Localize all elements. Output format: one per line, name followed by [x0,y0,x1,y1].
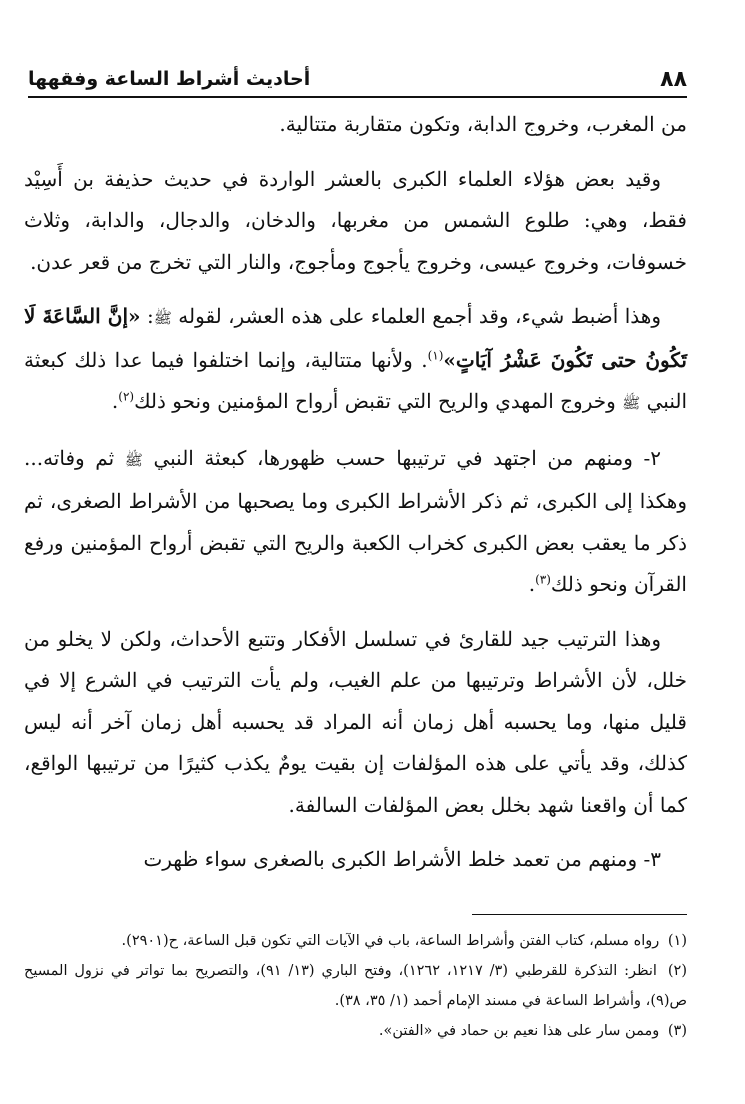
footnote-ref-3: (٣) [535,572,551,587]
footnote-3 [24,1016,687,1046]
paragraph-3-text-d: وخروج المهدي والريح التي تقبض أرواح المؤمنين ونحو ذلك [134,389,616,413]
paragraph-4-text-a: ٢- ومنهم من اجتهد في ترتيبها حسب ظهورها، كبعثة النبي [153,445,661,470]
footnote-ref-2: (٢) [118,389,135,404]
paragraph-3 [24,296,687,425]
paragraph-3-end: . [111,389,119,413]
paragraph-2-text: وقيد بعض هؤلاء العلماء الكبرى بالعشر الواردة في حديث حذيفة بن أَسِيْد فقط، وهي: طلوع الشمس من مغربها، والدخان، والدجال، والدابة، وثلاث خسوفات، وخروج عيسى، وخروج يأجوج ومأجوج، والنار التي تخرج من قعر عدن. [24,166,687,274]
paragraph-1-text: من المغرب، وخروج الدابة، وتكون متقاربة متتالية. [279,112,687,136]
paragraph-4-end: . [528,572,536,596]
hadith-quote: «إنَّ السَّاعَةَ لَا تَكُونُ حتى تَكُونَ عَشْرُ آيَاتٍ» [24,304,687,372]
main-text [24,104,687,881]
paragraph-2 [24,159,687,284]
paragraph-3-colon: : [146,304,154,328]
salutation-mark: ﷺ [124,450,143,469]
paragraph-1 [24,104,687,146]
salutation-mark: ﷺ [622,394,641,412]
footnote-text: رواه مسلم، كتاب الفتن وأشراط الساعة، باب في الآيات التي تكون قبل الساعة، ح(٢٩٠١). [121,933,660,949]
footnotes [24,926,687,1046]
running-header [28,52,687,98]
footnote-ref-1: (١) [427,347,444,362]
footnote-number: (٣) [667,1023,687,1039]
footnote-number: (٢) [667,963,687,979]
footnote-text: انظر: التذكرة للقرطبي (٣/ ١٢١٧، ١٢٦٢)، وفتح الباري (١٣/ ٩١)، والتصريح بما تواتر في نزول المسيح ص(٩)، وأشراط الساعة في مسند الإمام أحمد (١/ ٣٥، ٣٨). [24,963,687,1009]
salutation-mark: ﷺ [153,309,172,327]
paragraph-6 [24,839,687,881]
footnote-2 [24,956,687,1016]
paragraph-4 [24,438,687,606]
paragraph-4-text-b: ثم وفاته... وهكذا إلى الكبرى، ثم ذكر الأشراط الكبرى وما يصحبها من الأشراط الصغرى، ثم ذكر ما يعقب بعض الكبرى كخراب الكعبة والريح التي تقبض أرواح المؤمنين ورفع القرآن ونحو ذلك [24,445,687,596]
footnote-1 [24,926,687,956]
running-title: أحاديث أشراط الساعة وفقهها [28,68,311,90]
paragraph-6-text: ٣- ومنهم من تعمد خلط الأشراط الكبرى بالصغرى سواء ظهرت [143,847,661,871]
footnote-divider [472,914,687,915]
paragraph-5 [24,619,687,827]
paragraph-3-text-a: وهذا أضبط شيء، وقد أجمع العلماء على هذه العشر، لقوله [178,304,662,328]
footnote-text: وممن سار على هذا نعيم بن حماد في «الفتن». [378,1023,660,1039]
paragraph-3-text-c: . ولأنها متتالية، وإنما اختلفوا فيما عدا ذلك كبعثة النبي [24,347,687,413]
paragraph-5-text: وهذا الترتيب جيد للقارئ في تسلسل الأفكار وتتبع الأحداث، ولكن لا يخلو من خلل، لأن الأشراط وترتيبها من علم الغيب، ولم يأت الترتيب في الشرع إلا في قليل منها، وما يحسبه أهل زمان أنه المراد قد يحسبه أهل زمان آخر أنه ليس كذلك، وقد يأتي على هذه المؤلفات إن بقيت يومٌ يكذب كثيرًا من ترتيبها الواقع، كما أن واقعنا شهد بخلل بعض المؤلفات السالفة. [24,626,687,817]
page-number: ٨٨ [660,67,687,92]
footnote-number: (١) [667,933,687,949]
